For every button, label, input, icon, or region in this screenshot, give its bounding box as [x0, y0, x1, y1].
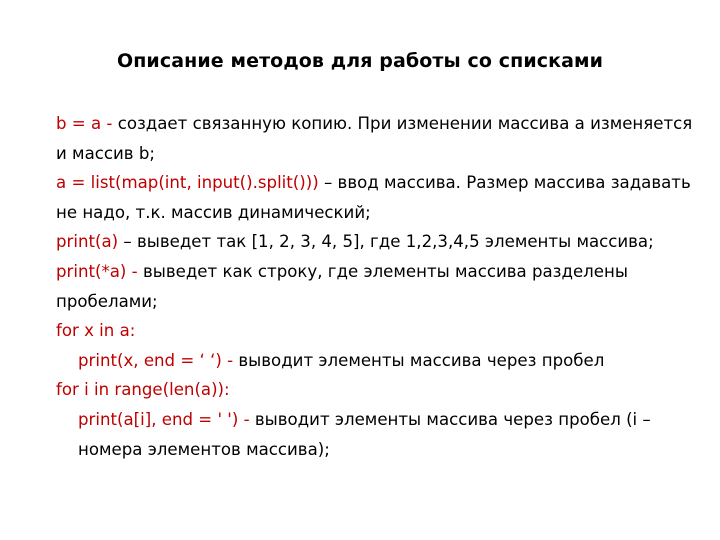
method-description: выводит элементы массива через пробел (i – номера элементов массива); — [78, 409, 651, 459]
slide-body — [56, 109, 696, 464]
method-description: – ввод массива. Размер массива задавать не надо, т.к. массив динамический; — [56, 173, 691, 222]
slide-title: Описание методов для работы со списками — [116, 50, 604, 72]
method-description: – выведет так [1, 2, 3, 4, 5], где 1,2,3,4,5 элементы массива; — [118, 232, 654, 252]
code-snippet: for x in a: — [56, 321, 136, 341]
method-description: выведет как строку, где элементы массива разделены пробелами; — [56, 261, 628, 311]
method-description: выводит элементы массива через пробел — [233, 350, 605, 370]
method-item — [56, 375, 696, 405]
code-snippet: a = list(map(int, input().split())) — [56, 173, 319, 193]
method-description: создает связанную копию. При изменении массива a изменяется и массив b; — [56, 114, 693, 163]
code-snippet: print(*a) - — [56, 261, 138, 281]
code-snippet: for i in range(len(a)): — [56, 380, 230, 400]
code-snippet: print(a[i], end = ' ') - — [78, 409, 250, 429]
method-item — [56, 346, 696, 376]
code-snippet: print(a) — [56, 232, 119, 252]
method-item — [56, 109, 696, 168]
method-item — [56, 316, 696, 346]
method-item — [56, 227, 696, 257]
method-item — [56, 257, 696, 316]
method-item — [56, 168, 696, 227]
code-snippet: b = a - — [56, 114, 113, 133]
code-snippet: print(x, end = ‘ ‘) - — [78, 350, 234, 370]
method-item — [56, 405, 696, 464]
